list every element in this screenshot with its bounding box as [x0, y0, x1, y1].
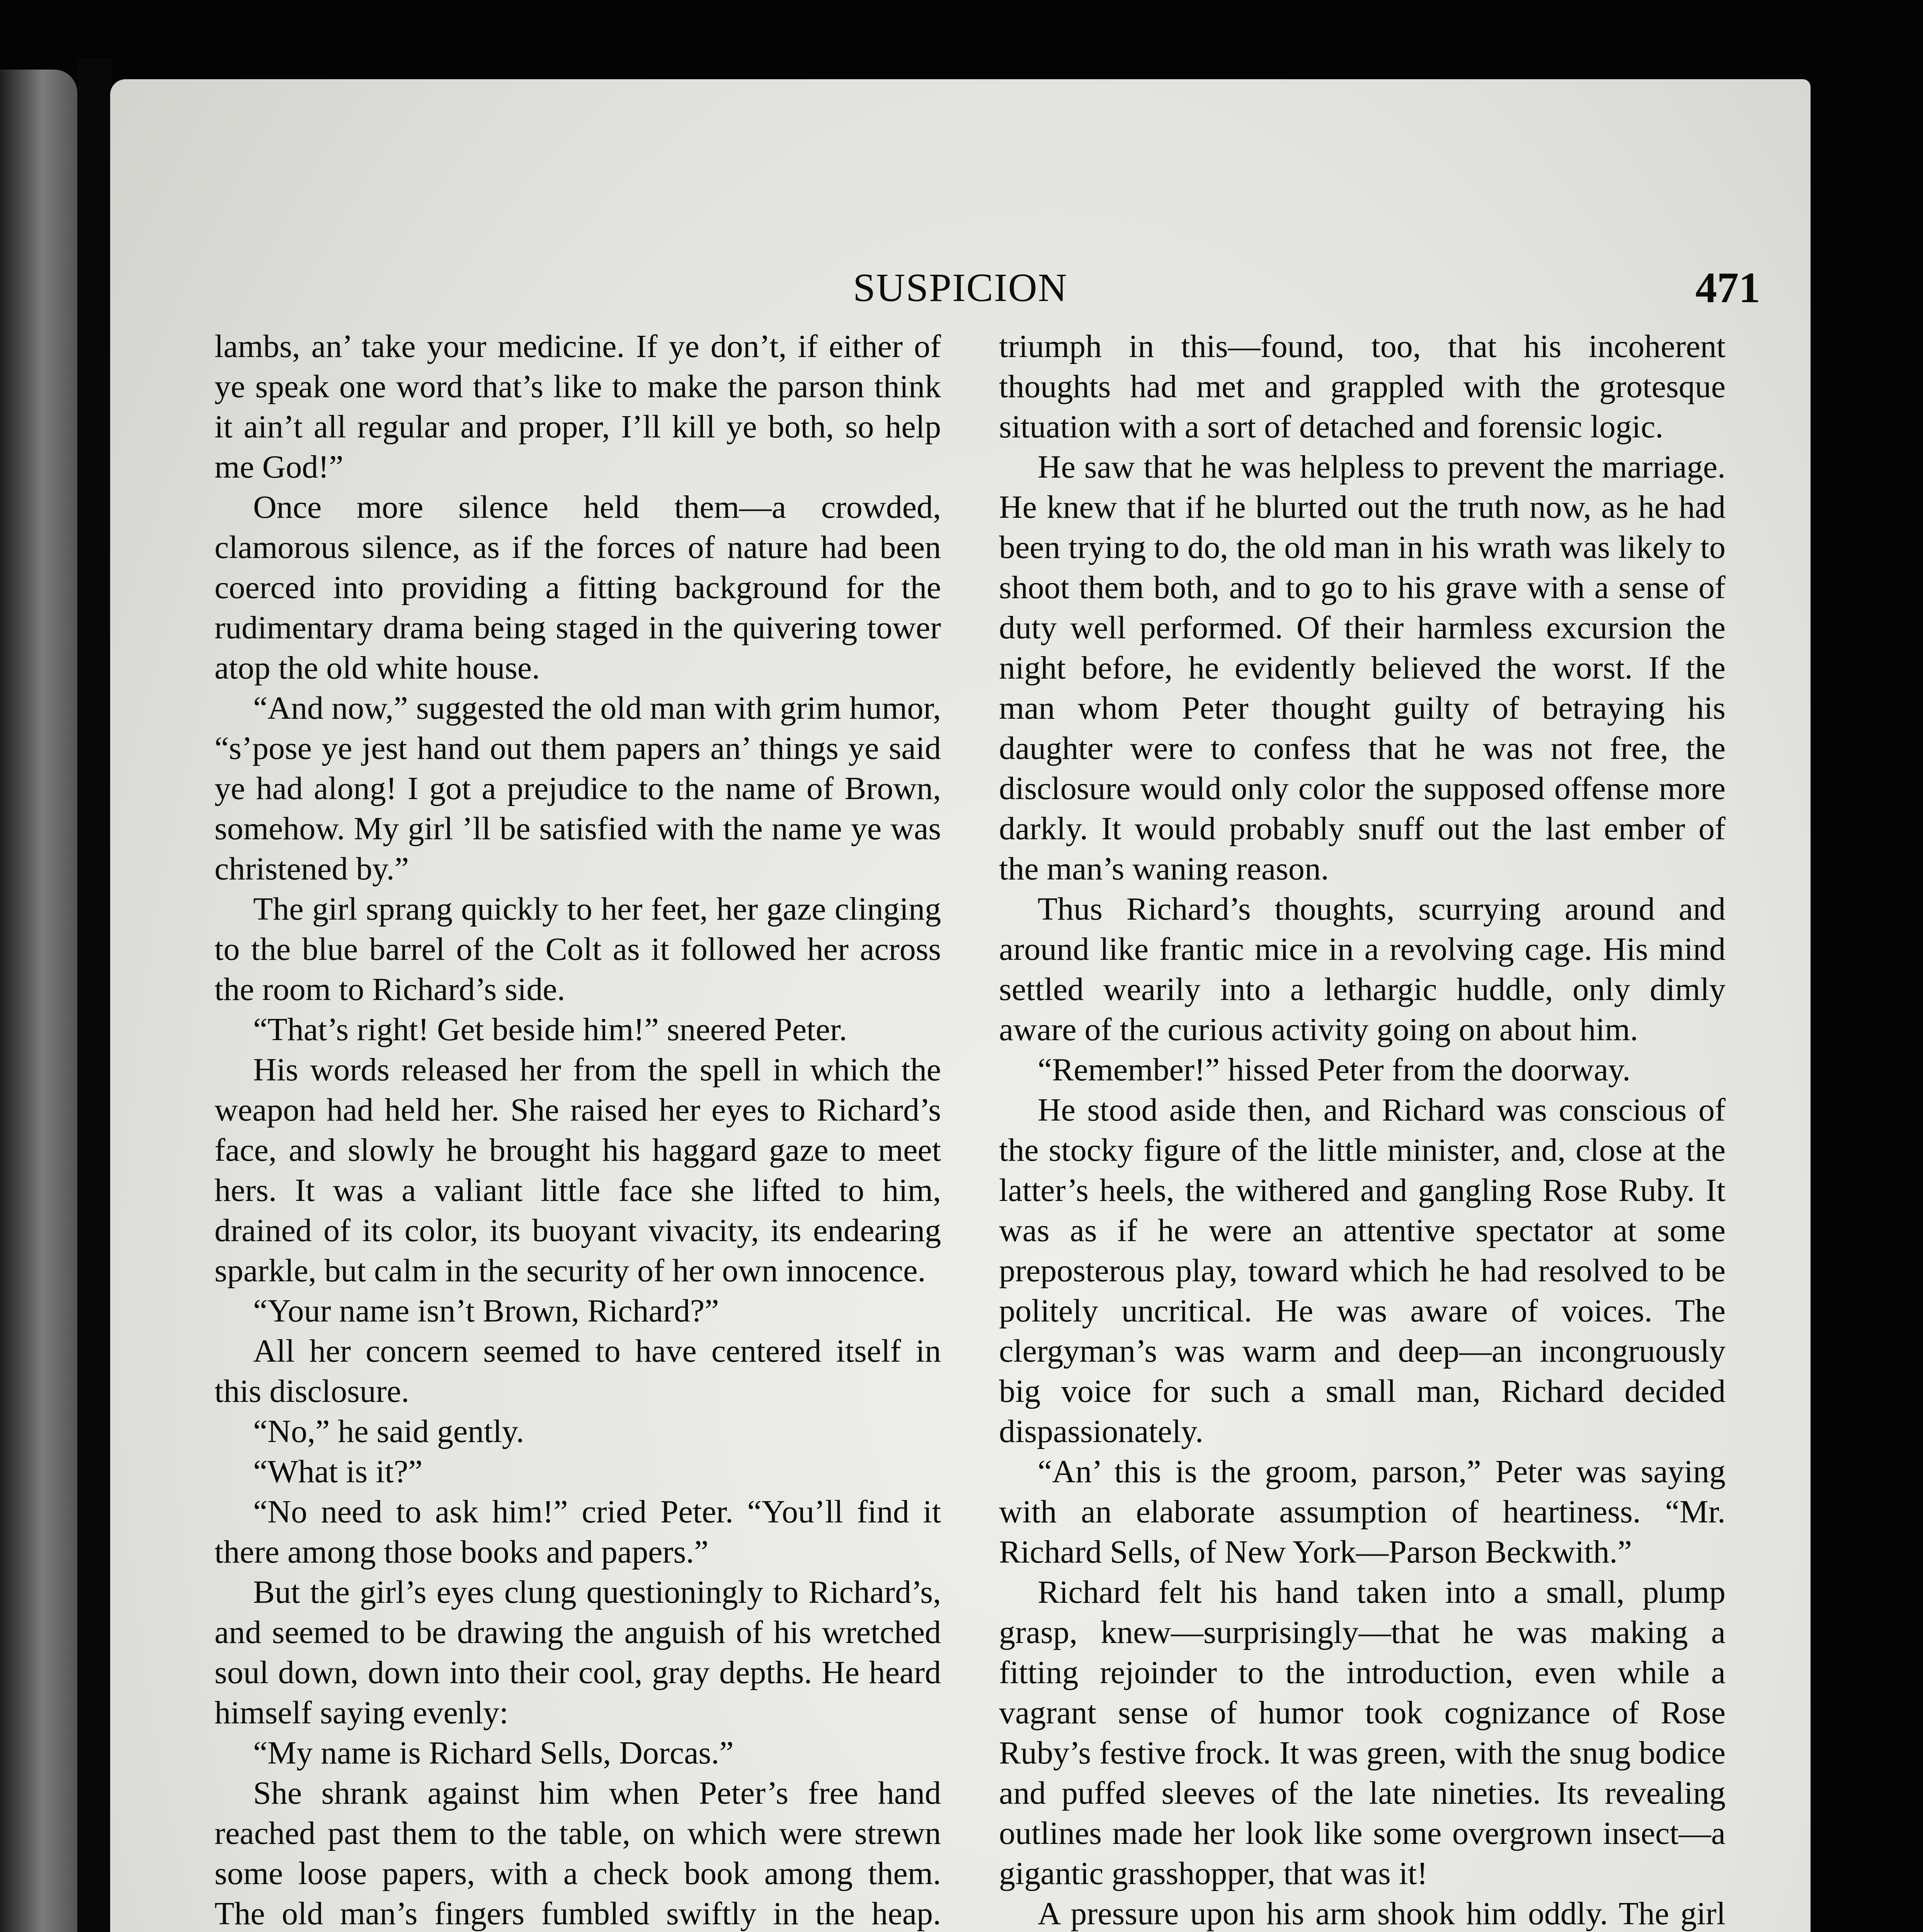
running-title: SUSPICION — [853, 265, 1068, 310]
facing-page-edge — [0, 70, 77, 1932]
text-column-left — [214, 327, 941, 1932]
paragraph: “My name is Richard Sells, Dorcas.” — [253, 1735, 734, 1771]
paragraph: “What is it?” — [253, 1454, 423, 1490]
paragraph: triumph in this—found, too, that his incoherent thoughts had met and grappled with the grotesque situation with a sort of detached and forensic logic. — [999, 328, 1726, 445]
book-gutter — [77, 58, 112, 1932]
text-column-right — [999, 327, 1726, 1932]
paragraph: “An’ this is the groom, parson,” Peter was saying with an elaborate assumption of heartiness. “Mr. Richard Sells, of New York—Parson Beckwith.” — [999, 1454, 1726, 1570]
paragraph: All her concern seemed to have centered itself in this disclosure. — [214, 1333, 941, 1409]
paragraph: A pressure upon his arm shook him oddly. The girl — [1038, 1896, 1726, 1932]
paragraph: “Remember!” hissed Peter from the doorway. — [1038, 1052, 1631, 1088]
paragraph: The girl sprang quickly to her feet, her gaze clinging to the blue barrel of the Colt as it followed her across the room to Richard’s side. — [214, 891, 941, 1007]
paragraph: Richard felt his hand taken into a small, plump grasp, knew—surprisingly—that he was making a fitting rejoinder to the introduction, even while a vagrant sense of humor took cognizance of Rose Ruby’s festive frock. It was green, with the snug bodice and puffed sleeves of the late nineties. Its revealing outlines made her look like some overgrown insect—a gigantic grasshopper, that was it! — [999, 1574, 1726, 1891]
running-head — [110, 261, 1811, 315]
paragraph: “No need to ask him!” cried Peter. “You’ll find it there among those books and papers.” — [214, 1494, 941, 1570]
book-page — [110, 79, 1811, 1932]
paragraph: She shrank against him when Peter’s free hand reached past them to the table, on which were strewn some loose papers, with a check book among them. The old man’s fingers fumbled swiftly in the heap. — [214, 1775, 941, 1932]
paragraph: But the girl’s eyes clung questioningly to Richard’s, and seemed to be drawing the anguish of his wretched soul down, down into their cool, gray depths. He heard himself saying evenly: — [214, 1574, 941, 1731]
paragraph: Thus Richard’s thoughts, scurrying around and around like frantic mice in a revolving cage. His mind settled wearily into a lethargic huddle, only dimly aware of the curious activity going on about him. — [999, 891, 1726, 1048]
paragraph: lambs, an’ take your medicine. If ye don’t, if either of ye speak one word that’s like to make the parson think it ain’t all regular and proper, I’ll kill ye both, so help me God!” — [214, 328, 941, 485]
page-number: 471 — [1695, 264, 1760, 312]
paragraph: “Your name isn’t Brown, Richard?” — [253, 1293, 719, 1329]
paragraph: “And now,” suggested the old man with grim humor, “s’pose ye jest hand out them papers an’ things ye said ye had along! I got a prejudice to the name of Brown, somehow. My girl ’ll be satisfied with the name ye was christened by.” — [214, 690, 941, 887]
paragraph: “No,” he said gently. — [253, 1413, 524, 1449]
paragraph: He saw that he was helpless to prevent the marriage. He knew that if he blurted out the truth now, as he had been trying to do, the old man in his wrath was likely to shoot them both, and to go to his grave with a sense of duty well performed. Of their harmless excursion the night before, he evidently believed the worst. If the man whom Peter thought guilty of betraying his daughter were to confess that he was not free, the disclosure would only color the supposed offense more darkly. It would probably snuff out the last ember of the man’s waning reason. — [999, 449, 1726, 887]
paragraph: He stood aside then, and Richard was conscious of the stocky figure of the little minister, and, close at the latter’s heels, the withered and gangling Rose Ruby. It was as if he were an attentive spectator at some preposterous play, toward which he had resolved to be politely uncritical. He was aware of voices. The clergyman’s was warm and deep—an incongruously big voice for such a small man, Richard decided dispassionately. — [999, 1092, 1726, 1449]
paragraph: His words released her from the spell in which the weapon had held her. She raised her eyes to Richard’s face, and slowly he brought his haggard gaze to meet hers. It was a valiant little face she lifted to him, drained of its color, its buoyant vivacity, its endearing sparkle, but calm in the security of her own innocence. — [214, 1052, 941, 1289]
paragraph: Once more silence held them—a crowded, clamorous silence, as if the forces of nature had been coerced into providing a fitting background for the rudimentary drama being staged in the quivering tower atop the old white house. — [214, 489, 941, 686]
paragraph: “That’s right! Get beside him!” sneered Peter. — [253, 1012, 847, 1048]
